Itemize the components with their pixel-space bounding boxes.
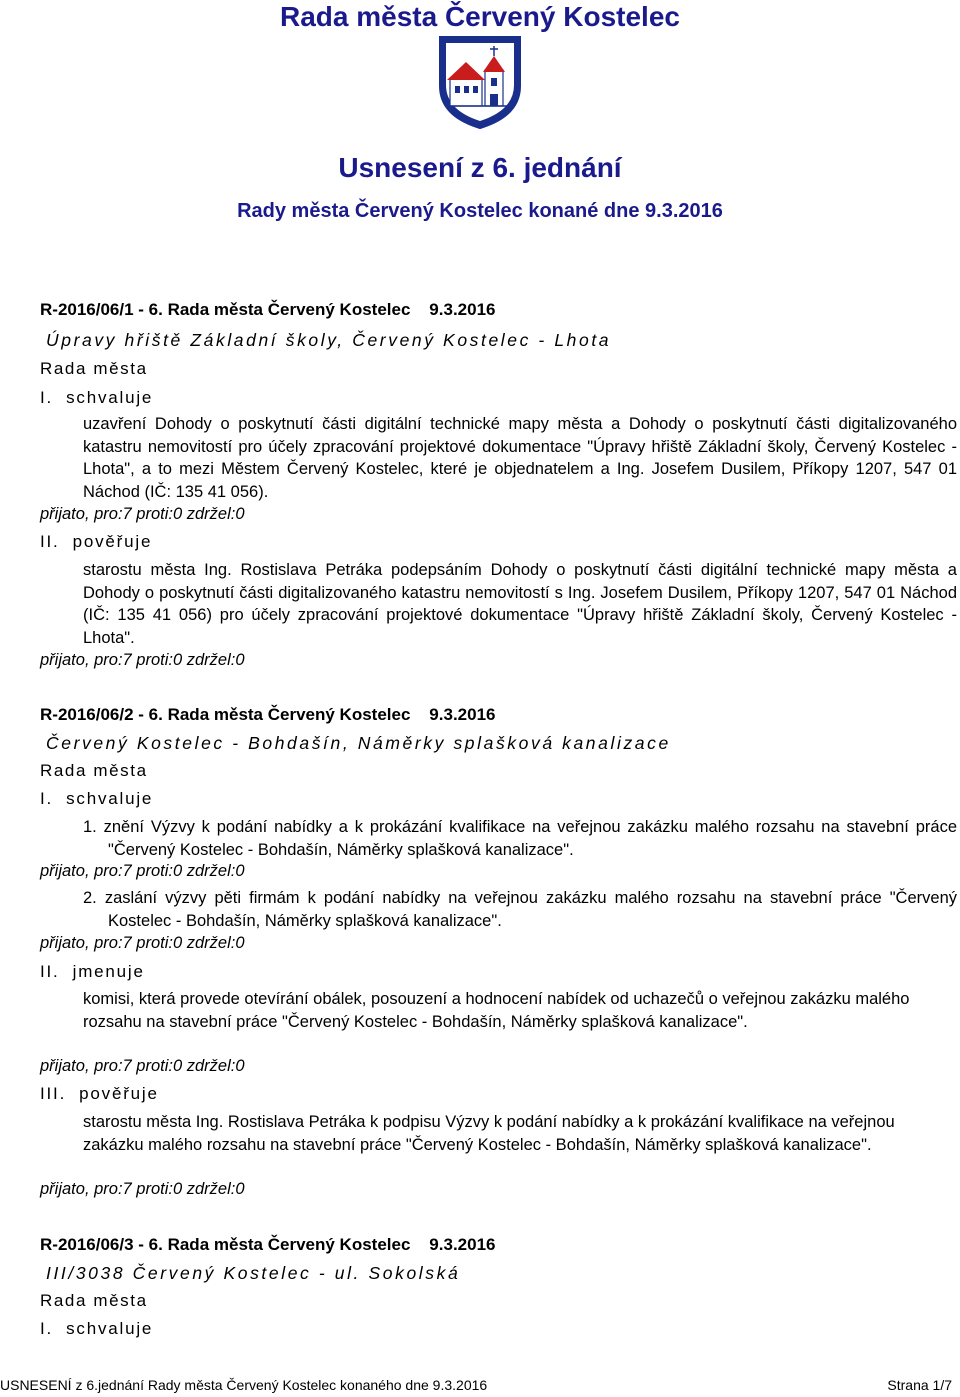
resolution-1-section-2-vote: přijato, pro:7 proti:0 zdržel:0 (40, 651, 245, 669)
resolution-3-subject: III/3038 Červený Kostelec - ul. Sokolská (46, 1263, 461, 1283)
resolution-1-section-2-text: starostu města Ing. Rostislava Petráka podepsáním Dohody o poskytnutí části digitální technické mapy města a Dohody o poskytnutí části digitalizovaného katastru nemovitostí s Ing. Josefem Dusilem, Příkopy 1207, 547 01 Náchod (IČ: 135 41 056) pro účely zpracování projektové dokumentace "Úpravy hřiště Základní školy, Červený Kostelec - Lhota". (83, 561, 957, 647)
resolution-2-section-1-heading: I. schvaluje (40, 789, 154, 808)
resolution-1-section-1-text: uzavření Dohody o poskytnutí části digitální technické mapy města a Dohody o poskytnutí části digitalizovaného katastru nemovitostí pro účely zpracování projektové dokumentace "Úpravy hřiště Základní školy, Červený Kostelec - Lhota", a to mezi Městem Červený Kostelec, které je objednatelem a Ing. Josefem Dusilem, Příkopy 1207, 547 01 Náchod (IČ: 135 41 056). (83, 415, 957, 501)
resolution-3-body: Rada města (40, 1291, 148, 1310)
resolution-2-section-2-heading: II. jmenuje (40, 962, 145, 981)
resolution-1-section-2-heading: II. pověřuje (40, 532, 153, 551)
resolution-1-section-1-heading: I. schvaluje (40, 388, 154, 407)
resolution-3-section-1-heading: I. schvaluje (40, 1319, 154, 1338)
resolution-2-section-2-vote: přijato, pro:7 proti:0 zdržel:0 (40, 1057, 245, 1075)
council-title: Rada města Červený Kostelec (280, 1, 680, 32)
resolution-2-subject: Červený Kostelec - Bohdašín, Náměrky splašková kanalizace (46, 733, 671, 753)
resolution-2-item-2-vote: přijato, pro:7 proti:0 zdržel:0 (40, 934, 245, 952)
resolution-2-body: Rada města (40, 761, 148, 780)
city-crest-logo (437, 34, 523, 130)
resolution-2-item-1-vote: přijato, pro:7 proti:0 zdržel:0 (40, 862, 245, 880)
resolution-2-item-2 (83, 887, 957, 932)
resolution-2-item-2-text: 2. zaslání výzvy pěti firmám k podání nabídky na veřejnou zakázku malého rozsahu na stavební práce "Červený Kostelec - Bohdašín, Náměrky splašková kanalizace". (83, 889, 957, 930)
resolution-3-title: R-2016/06/3 - 6. Rada města Červený Kostelec 9.3.2016 (40, 1235, 496, 1254)
resolution-2-section-3-heading: III. pověřuje (40, 1084, 159, 1103)
resolution-2-title: R-2016/06/2 - 6. Rada města Červený Kostelec 9.3.2016 (40, 705, 496, 724)
resolution-2-item-1 (83, 816, 957, 861)
page-number: Strana 1/7 (887, 1377, 952, 1393)
footer-document-info: USNESENÍ z 6.jednání Rady města Červený Kostelec konaného dne 9.3.2016 (0, 1377, 488, 1393)
page-heading: Usnesení z 6. jednání (338, 152, 622, 183)
resolution-2-section-3-text: starostu města Ing. Rostislava Petráka k podpisu Výzvy k podání nabídky a k prokázání kvalifikace na veřejnou zakázku malého rozsahu na stavební práce "Červený Kostelec - Bohdašín, Náměrky splašková kanalizace". (83, 1113, 895, 1154)
resolution-1-subject: Úpravy hřiště Základní školy, Červený Kostelec - Lhota (46, 330, 612, 350)
page-subheading: Rady města Červený Kostelec konané dne 9.3.2016 (237, 200, 723, 222)
resolution-1-title: R-2016/06/1 - 6. Rada města Červený Kostelec 9.3.2016 (40, 300, 496, 319)
resolution-2-section-2-text: komisi, která provede otevírání obálek, posouzení a hodnocení nabídek od uchazečů o veřejnou zakázku malého rozsahu na stavební práce "Červený Kostelec - Bohdašín, Náměrky splašková kanalizace". (83, 990, 910, 1031)
resolution-2-section-3-vote: přijato, pro:7 proti:0 zdržel:0 (40, 1180, 245, 1198)
resolution-1-section-1-vote: přijato, pro:7 proti:0 zdržel:0 (40, 505, 245, 523)
resolution-2-item-1-text: 1. znění Výzvy k podání nabídky a k prokázání kvalifikace na veřejnou zakázku malého rozsahu na stavební práce "Červený Kostelec - Bohdašín, Náměrky splašková kanalizace". (83, 818, 957, 859)
resolution-1-body: Rada města (40, 359, 148, 378)
